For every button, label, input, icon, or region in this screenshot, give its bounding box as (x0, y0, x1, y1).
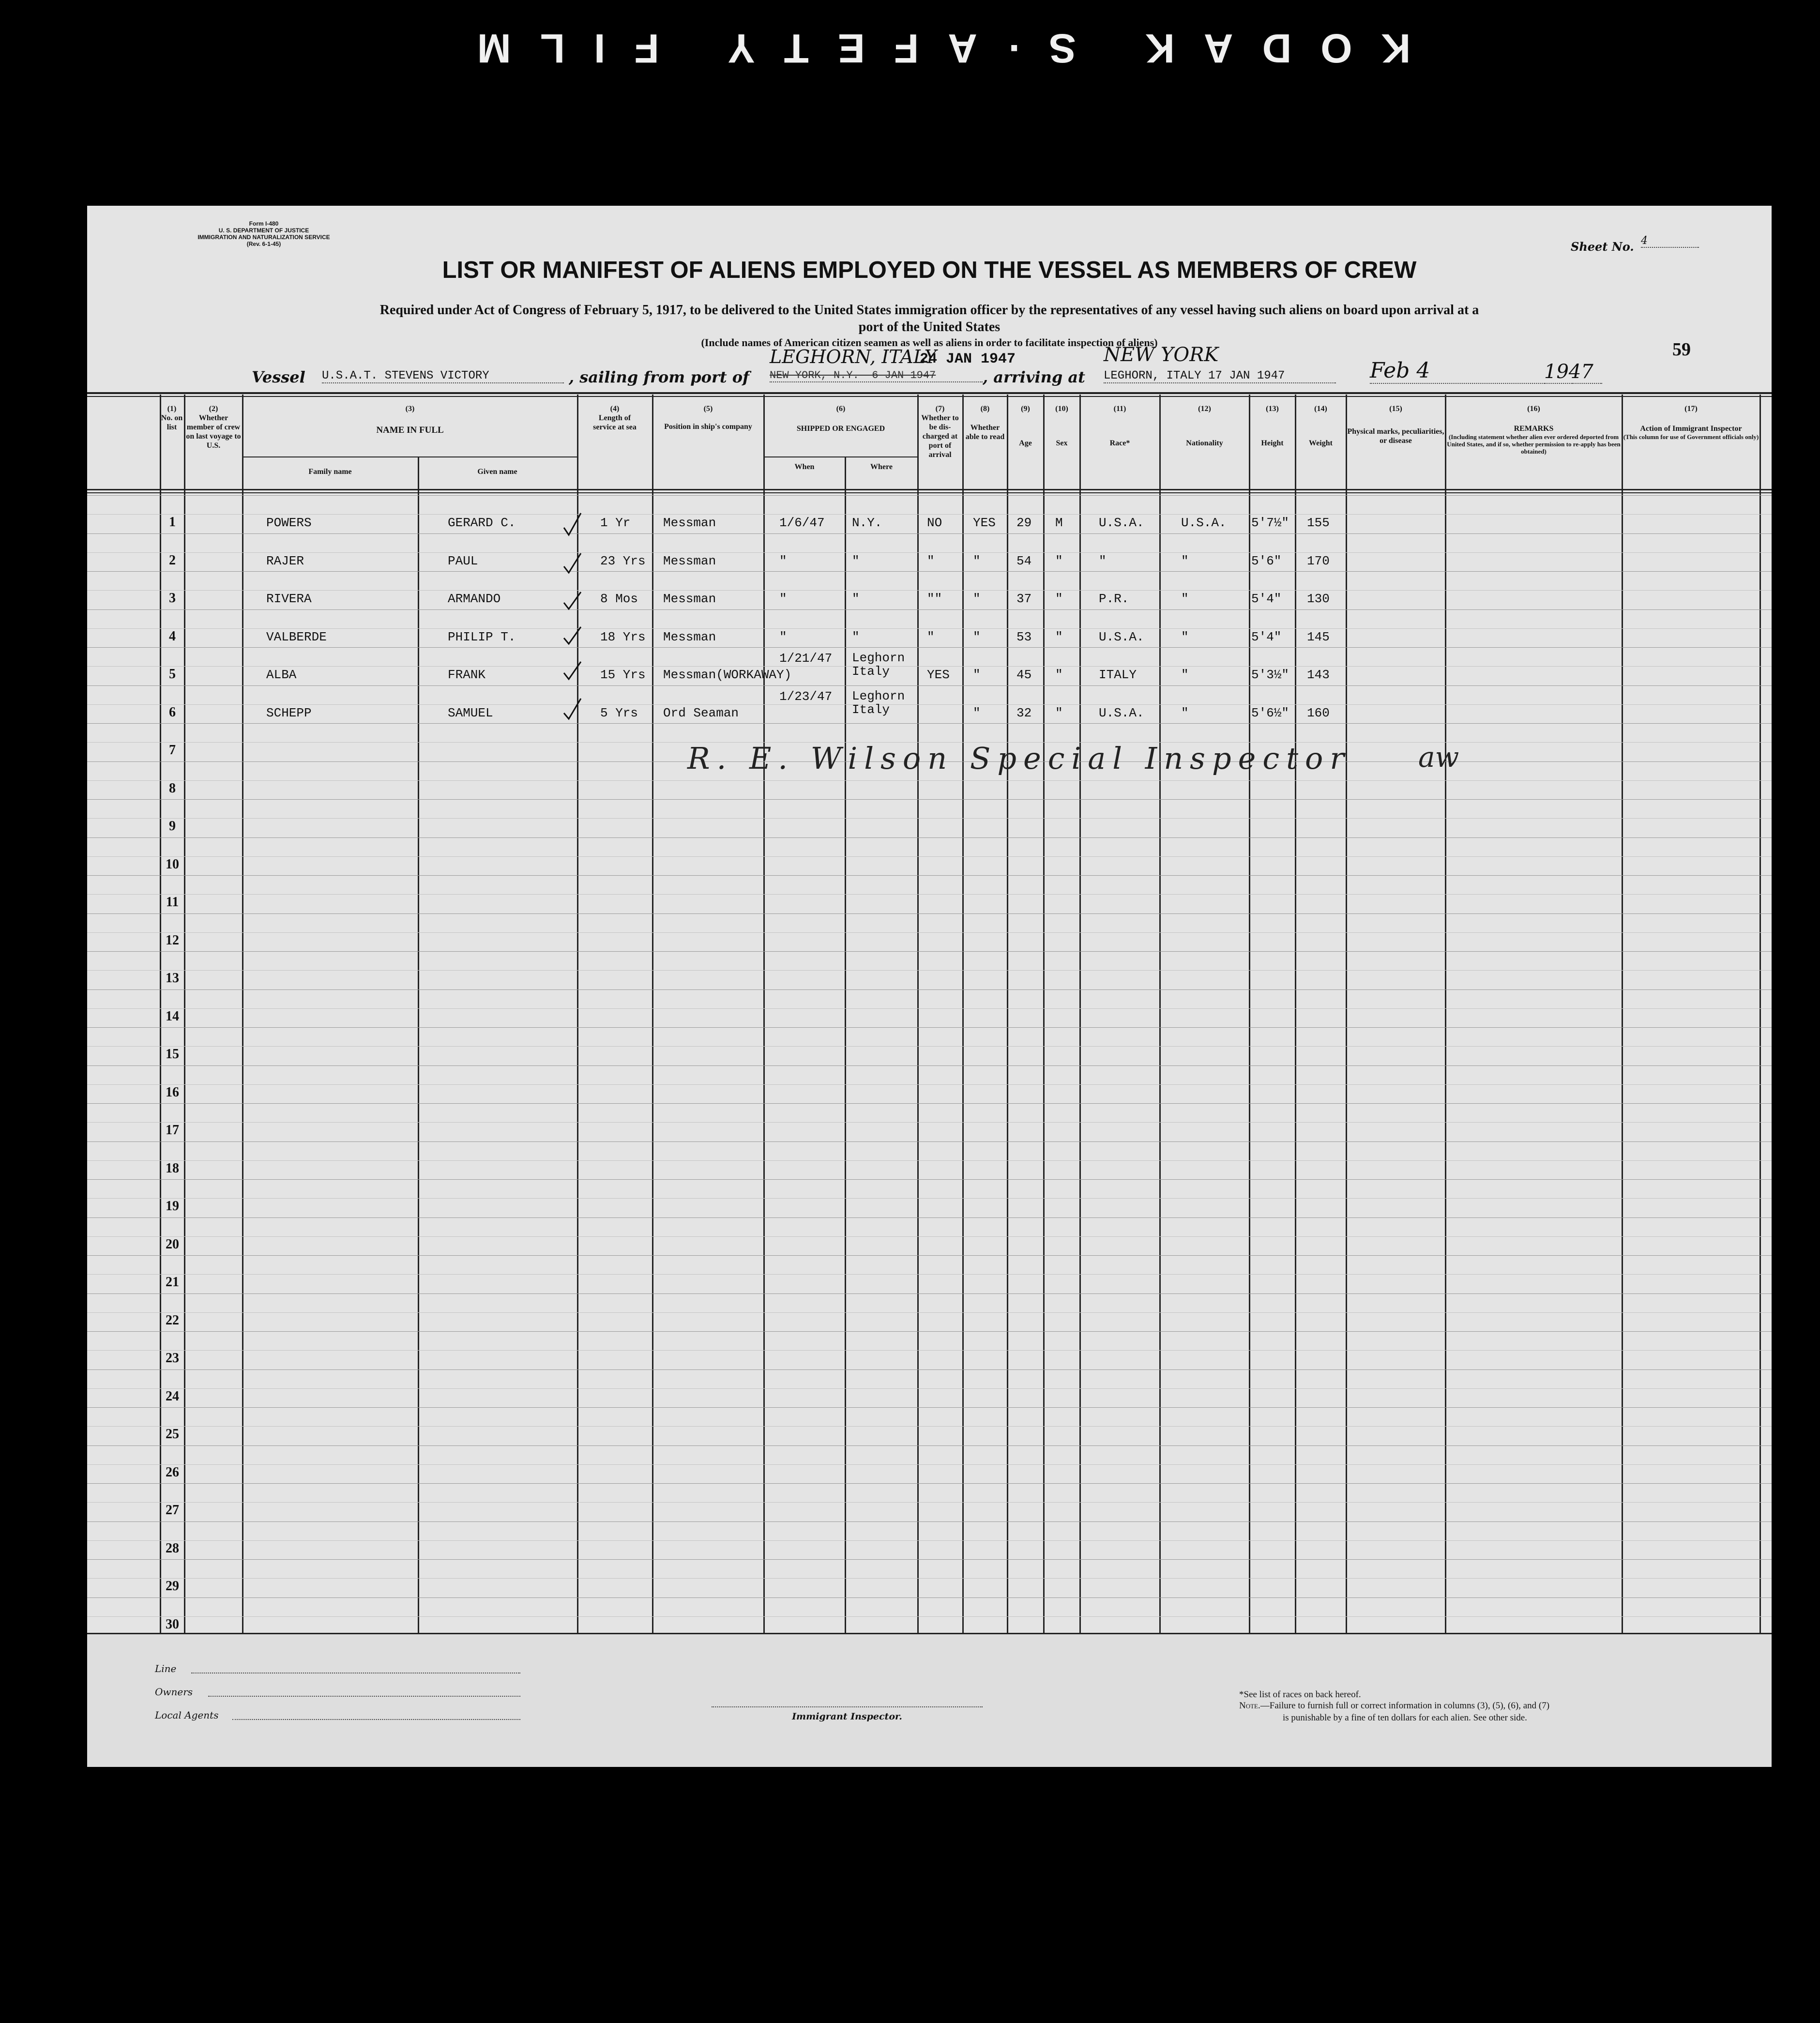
sailing-port-handwritten: LEGHORN, ITALY (770, 346, 937, 367)
nationality-cell: " (1181, 629, 1189, 644)
able-to-read-cell: " (973, 553, 981, 568)
vessel-name: U.S.A.T. STEVENS VICTORY (322, 369, 564, 383)
row-rule (87, 1255, 1772, 1256)
note-block (1239, 1701, 1549, 1711)
weight-cell: 170 (1307, 553, 1330, 568)
footer-agents-field (232, 1719, 520, 1720)
col-number: (15) (1389, 405, 1402, 413)
col-label: Length of service at sea (593, 414, 637, 431)
arrival-date-handwritten: Feb 4 (1370, 358, 1573, 384)
row-number: 21 (166, 1275, 179, 1290)
service-length-cell: 18 Yrs (600, 629, 646, 644)
family-name-cell: POWERS (266, 516, 312, 530)
check-mark (564, 553, 581, 573)
row-rule (87, 1179, 1772, 1180)
row-rule (87, 989, 1772, 990)
shipped-when-cell: 1/21/47 (779, 651, 833, 666)
service-length-cell: 5 Yrs (600, 705, 638, 720)
row-number: 7 (169, 743, 176, 758)
row-rule (87, 1369, 1772, 1370)
race-cell: U.S.A. (1099, 705, 1144, 720)
row-subrule (87, 1350, 1772, 1351)
row-rule (87, 1065, 1772, 1066)
shipped-where-cell: Leghorn Italy (852, 651, 905, 679)
weight-cell: 143 (1307, 668, 1330, 682)
check-marks (87, 206, 1772, 787)
row-number: 29 (166, 1579, 179, 1594)
weight-cell: 130 (1307, 592, 1330, 606)
nationality-cell: " (1181, 668, 1189, 682)
col-number: (9) (1021, 405, 1030, 413)
age-cell: 37 (1016, 592, 1032, 606)
col-label: NAME IN FULL (376, 425, 444, 435)
row-number: 10 (166, 856, 179, 872)
row-rule (87, 1217, 1772, 1218)
shipped-where-cell: " (852, 629, 860, 644)
given-name-cell: GERARD C. (448, 516, 516, 530)
col-label: Whether member of crew on last voyage to U.S. (186, 414, 241, 450)
row-number: 6 (169, 704, 176, 720)
row-number: 23 (166, 1351, 179, 1366)
sex-cell: " (1055, 592, 1063, 606)
able-to-read-cell: YES (973, 516, 996, 530)
family-name-cell: RIVERA (266, 592, 312, 606)
shipped-when-cell: " (779, 629, 787, 644)
footer-agents-label: Local Agents (155, 1709, 219, 1721)
footer-owners-field (208, 1696, 520, 1697)
row-subrule (87, 1160, 1772, 1161)
family-name-cell: RAJER (266, 553, 304, 568)
row-subrule (87, 1198, 1772, 1199)
film-edge-marking: KODAK S·AFETY FILM (448, 26, 1411, 71)
discharged-cell: NO (927, 516, 942, 530)
row-subrule (87, 1502, 1772, 1503)
inspector-signature: R. E. Wilson Special Inspector (687, 741, 1351, 776)
discharged-cell: " (927, 629, 935, 644)
position-cell: Messman (663, 516, 716, 530)
row-subrule (87, 1084, 1772, 1085)
arriving-label: , arriving at (983, 368, 1085, 386)
discharged-cell: YES (927, 668, 950, 682)
row-subrule (87, 1122, 1772, 1123)
shipped-where-cell: " (852, 592, 860, 606)
able-to-read-cell: " (973, 705, 981, 720)
col-6a-subheader: When (794, 463, 815, 471)
able-to-read-cell: " (973, 668, 981, 682)
row-rule (87, 1027, 1772, 1028)
col-number: (17) (1684, 405, 1698, 413)
check-mark (564, 592, 581, 609)
shipped-when-cell: 1/23/47 (779, 689, 833, 704)
col-number: (7) (935, 405, 945, 413)
col-number: (6) (836, 405, 846, 413)
row-number: 1 (169, 515, 176, 530)
col-label: Nationality (1186, 439, 1223, 447)
row-number: 19 (166, 1199, 179, 1214)
row-number: 25 (166, 1427, 179, 1442)
service-length-cell: 23 Yrs (600, 553, 646, 568)
row-subrule (87, 932, 1772, 933)
col-label: Age (1019, 439, 1032, 447)
col-number: (14) (1314, 405, 1327, 413)
arriving-port-typed: LEGHORN, ITALY 17 JAN 1947 (1104, 369, 1336, 383)
arrival-year-handwritten: 1947 (1544, 361, 1602, 384)
col-number: (16) (1527, 405, 1540, 413)
col-6b-subheader: Where (870, 463, 893, 471)
col-number: (3) (405, 405, 415, 413)
col-3a-subheader: Family name (308, 468, 352, 476)
row-subrule (87, 1464, 1772, 1465)
row-number: 17 (166, 1123, 179, 1138)
service-length-cell: 15 Yrs (600, 668, 646, 682)
given-name-cell: FRANK (448, 668, 486, 682)
revision-date: (Rev. 6-1-45) (246, 241, 281, 247)
row-rule (87, 1141, 1772, 1142)
col-label: SHIPPED OR ENGAGED (796, 425, 885, 433)
check-mark (564, 513, 581, 535)
sex-cell: " (1055, 668, 1063, 682)
col-number: (10) (1055, 405, 1068, 413)
shipped-where-cell: Leghorn Italy (852, 688, 905, 717)
sailing-date-stamp: 24 JAN 1947 (920, 351, 1016, 367)
service-length-cell: 8 Mos (600, 592, 638, 606)
row-number: 26 (166, 1464, 179, 1480)
footer-line-label: Line (155, 1663, 177, 1674)
row-number: 3 (169, 591, 176, 606)
family-name-cell: VALBERDE (266, 629, 327, 644)
given-name-cell: PHILIP T. (448, 629, 516, 644)
row-subrule (87, 970, 1772, 971)
row-rule (87, 875, 1772, 876)
row-number: 14 (166, 1008, 179, 1024)
row-rule (87, 1597, 1772, 1598)
col-label: Action of Immigrant Inspector (1640, 425, 1742, 433)
row-number: 8 (169, 780, 176, 796)
row-subrule (87, 1046, 1772, 1047)
position-cell: Ord Seaman (663, 705, 739, 720)
row-rule (87, 1483, 1772, 1484)
age-cell: 32 (1016, 705, 1032, 720)
row-number: 4 (169, 628, 176, 644)
row-subrule (87, 1008, 1772, 1009)
age-cell: 53 (1016, 629, 1032, 644)
given-name-cell: SAMUEL (448, 705, 493, 720)
service-length-cell: 1 Yr (600, 516, 631, 530)
department-name: U. S. DEPARTMENT OF JUSTICE (218, 227, 309, 234)
row-subrule (87, 1388, 1772, 1389)
check-mark (564, 662, 581, 679)
row-rule (87, 837, 1772, 838)
arriving-port-handwritten: NEW YORK (1104, 344, 1219, 366)
height-cell: 5'7½" (1251, 516, 1289, 530)
height-cell: 5'6½" (1251, 705, 1289, 720)
row-rule (87, 1103, 1772, 1104)
col-note: (Including statement whether alien ever ordered deported from United States, and if so, whether permission to re-apply has been obtained) (1447, 433, 1621, 455)
row-number: 27 (166, 1503, 179, 1518)
col-label: Height (1261, 439, 1284, 447)
row-rule (87, 1331, 1772, 1332)
col-number: (11) (1113, 405, 1126, 413)
col-note: (This column for use of Government officials only) (1623, 433, 1759, 441)
nationality-cell: U.S.A. (1181, 516, 1227, 530)
row-number: 24 (166, 1388, 179, 1404)
inspector-signature-field (712, 1706, 983, 1707)
position-cell: Messman(WORKAWAY) (663, 668, 792, 682)
row-subrule (87, 1616, 1772, 1617)
row-rule (87, 1521, 1772, 1522)
frame-number: 59 (1672, 339, 1691, 360)
race-cell: " (1099, 553, 1107, 568)
col-label: Sex (1056, 439, 1068, 447)
row-rule (87, 1407, 1772, 1408)
row-subrule (87, 894, 1772, 895)
row-subrule (87, 1540, 1772, 1541)
row-number: 5 (169, 667, 176, 682)
row-subrule (87, 1274, 1772, 1275)
subtitle-include: (Include names of American citizen seamen as well as aliens in order to facilitate inspection of aliens) (701, 336, 1158, 349)
position-cell: Messman (663, 592, 716, 606)
col-number: (12) (1198, 405, 1211, 413)
row-subrule (87, 1578, 1772, 1579)
race-cell: U.S.A. (1099, 516, 1144, 530)
able-to-read-cell: " (973, 592, 981, 606)
race-cell: U.S.A. (1099, 629, 1144, 644)
sailing-port-typed: NEW YORK, N.Y. -6 JAN 1947 (770, 369, 983, 382)
row-subrule (87, 1312, 1772, 1313)
given-name-cell: PAUL (448, 553, 478, 568)
weight-cell: 145 (1307, 629, 1330, 644)
age-cell: 29 (1016, 516, 1032, 530)
shipped-when-cell: " (779, 553, 787, 568)
note-label: Note. (1239, 1701, 1260, 1711)
row-subrule (87, 856, 1772, 857)
col-number: (4) (610, 405, 620, 413)
row-number: 28 (166, 1540, 179, 1556)
races-note: *See list of races on back hereof. (1239, 1689, 1361, 1700)
sex-cell: " (1055, 553, 1063, 568)
page-title: LIST OR MANIFEST OF ALIENS EMPLOYED ON THE VESSEL AS MEMBERS OF CREW (442, 257, 1417, 283)
check-mark (564, 627, 581, 644)
col-number: (2) (209, 405, 218, 413)
footer-owners-label: Owners (155, 1686, 193, 1698)
family-name-cell: ALBA (266, 668, 297, 682)
form-number: Form I-480 (249, 220, 279, 227)
sheet-label: Sheet No. (1571, 240, 1634, 254)
sheet-number: 4 (1641, 235, 1699, 248)
row-number: 20 (166, 1236, 179, 1252)
weight-cell: 155 (1307, 516, 1330, 530)
shipped-when-cell: 1/6/47 (779, 516, 825, 530)
subtitle-requirement: Required under Act of Congress of February 5, 1917, to be delivered to the United States immigration officer by the representatives of any vessel having such aliens on board upon arrival at a (379, 303, 1479, 318)
nationality-cell: " (1181, 705, 1189, 720)
row-rule (87, 1445, 1772, 1446)
row-number: 22 (166, 1312, 179, 1328)
age-cell: 54 (1016, 553, 1032, 568)
shipped-when-cell: " (779, 592, 787, 606)
weight-cell: 160 (1307, 705, 1330, 720)
col-3b-subheader: Given name (477, 468, 517, 476)
col-number: (5) (703, 405, 713, 413)
col-label: Whether able to read (965, 424, 1005, 441)
discharged-cell: "" (927, 592, 942, 606)
row-number: 16 (166, 1084, 179, 1100)
age-cell: 45 (1016, 668, 1032, 682)
height-cell: 5'6" (1251, 553, 1282, 568)
col-number: (8) (980, 405, 990, 413)
note-text: —Failure to furnish full or correct information in columns (3), (5), (6), and (7) (1260, 1701, 1550, 1711)
col-number: (13) (1266, 405, 1279, 413)
race-cell: ITALY (1099, 668, 1137, 682)
row-number: 13 (166, 971, 179, 986)
row-rule (87, 1559, 1772, 1560)
row-subrule (87, 1426, 1772, 1427)
position-cell: Messman (663, 629, 716, 644)
row-number: 12 (166, 932, 179, 948)
row-rule (87, 951, 1772, 952)
shipped-where-cell: " (852, 553, 860, 568)
col-label: Race* (1109, 439, 1130, 447)
sex-cell: " (1055, 705, 1063, 720)
sex-cell: " (1055, 629, 1063, 644)
col-label: Physical marks, peculiarities, or disease (1347, 427, 1444, 445)
height-cell: 5'4" (1251, 629, 1282, 644)
row-number: 2 (169, 552, 176, 568)
manifest-sheet (87, 206, 1772, 1767)
row-number: 15 (166, 1047, 179, 1062)
given-name-cell: ARMANDO (448, 592, 501, 606)
service-name: IMMIGRATION AND NATURALIZATION SERVICE (197, 234, 330, 241)
col-label: Whether to be dis-charged at port of arrival (921, 414, 959, 459)
col-label: Position in ship's company (664, 423, 752, 431)
discharged-cell: " (927, 553, 935, 568)
row-number: 9 (169, 819, 176, 834)
row-number: 30 (166, 1616, 179, 1632)
note-text-2: is punishable by a fine of ten dollars for each alien. See other side. (1283, 1713, 1527, 1723)
row-rule (87, 913, 1772, 914)
family-name-cell: SCHEPP (266, 705, 312, 720)
vessel-label: Vessel (252, 368, 305, 386)
inspector-initials: aw (1418, 741, 1459, 774)
race-cell: P.R. (1099, 592, 1129, 606)
col-label: No. on list (161, 414, 183, 431)
position-cell: Messman (663, 553, 716, 568)
immigrant-inspector-label: Immigrant Inspector. (792, 1711, 902, 1722)
height-cell: 5'3½" (1251, 668, 1289, 682)
row-number: 18 (166, 1160, 179, 1176)
height-cell: 5'4" (1251, 592, 1282, 606)
shipped-where-cell: N.Y. (852, 516, 882, 530)
col-label: REMARKS (1514, 425, 1554, 433)
row-rule (87, 1293, 1772, 1294)
col-label: Weight (1309, 439, 1333, 447)
row-number: 11 (166, 895, 179, 910)
row-rule (87, 799, 1772, 800)
nationality-cell: " (1181, 553, 1189, 568)
check-mark (564, 699, 581, 719)
sex-cell: M (1055, 516, 1063, 530)
col-number: (1) (167, 405, 177, 413)
subtitle-port: port of the United States (858, 319, 1001, 335)
able-to-read-cell: " (973, 629, 981, 644)
sailing-label: , sailing from port of (569, 368, 749, 386)
nationality-cell: " (1181, 592, 1189, 606)
row-subrule (87, 1236, 1772, 1237)
row-subrule (87, 818, 1772, 819)
